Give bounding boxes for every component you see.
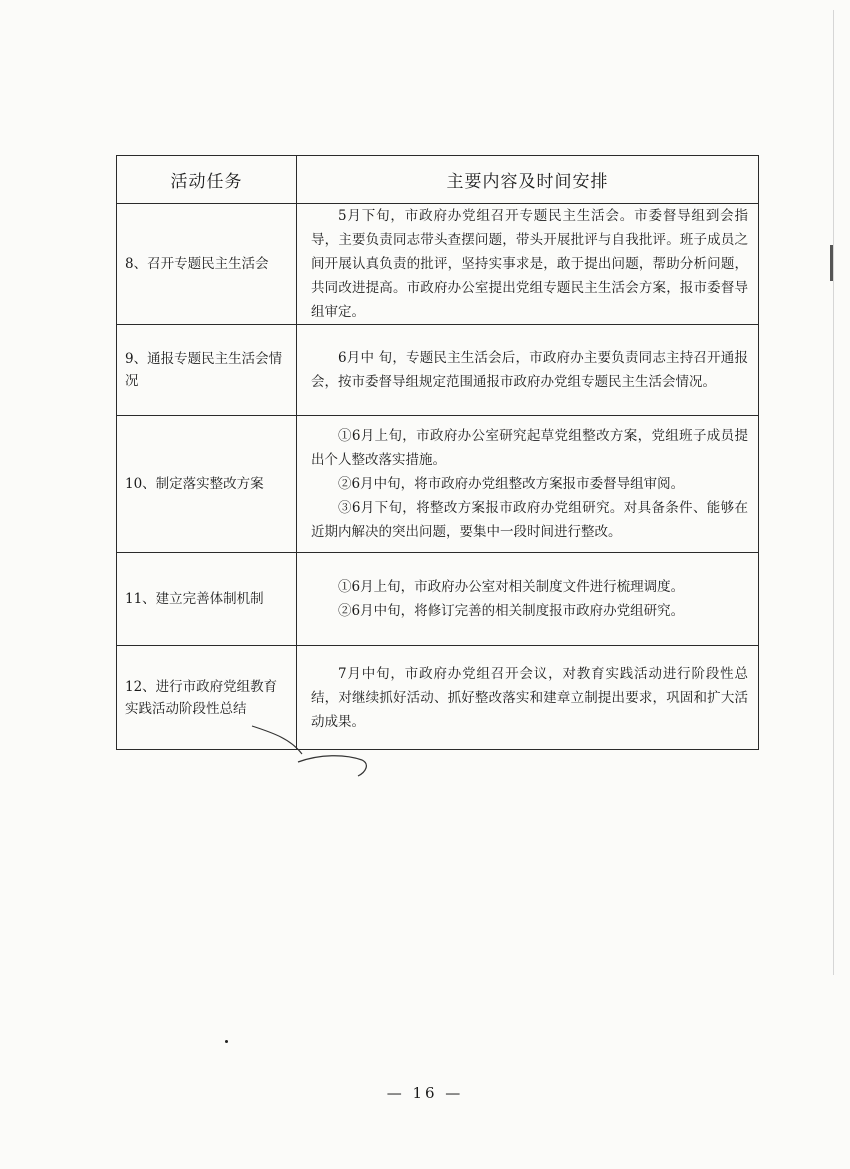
detail-cell (297, 325, 759, 416)
scan-edge-line (833, 10, 834, 975)
table-row (117, 646, 759, 750)
handwritten-mark (250, 724, 380, 780)
task-cell: 11、建立完善体制机制 (117, 553, 297, 646)
header-detail: 主要内容及时间安排 (297, 156, 759, 204)
page-number: — 16 — (386, 1084, 464, 1102)
table-row (117, 553, 759, 646)
detail-paragraph: ①6月上旬，市政府办公室研究起草党组整改方案，党组班子成员提出个人整改落实措施。 (311, 428, 748, 468)
detail-paragraph: ①6月上旬，市政府办公室对相关制度文件进行梳理调度。 (338, 579, 685, 595)
task-cell: 12、进行市政府党组教育实践活动阶段性总结 (117, 646, 297, 750)
activity-schedule-table (116, 155, 759, 750)
detail-paragraph: 7月中旬，市政府办党组召开会议，对教育实践活动进行阶段性总结，对继续抓好活动、抓好整改落实和建章立制提出要求，巩固和扩大活动成果。 (311, 665, 748, 730)
detail-cell (297, 416, 759, 553)
detail-paragraph: ②6月中旬，将修订完善的相关制度报市政府办党组研究。 (338, 603, 685, 619)
detail-cell (297, 553, 759, 646)
detail-paragraph: 6月中 旬，专题民主生活会后，市政府办主要负责同志主持召开通报会，按市委督导组规定范围通报市政府办党组专题民主生活会情况。 (311, 350, 748, 390)
table-row (117, 416, 759, 553)
detail-paragraph: ②6月中旬，将市政府办党组整改方案报市委督导组审阅。 (338, 476, 685, 492)
scan-edge-mark (830, 245, 833, 281)
detail-cell (297, 204, 759, 325)
task-cell: 9、通报专题民主生活会情况 (117, 325, 297, 416)
detail-paragraph: ③6月下旬，将整改方案报市政府办党组研究。对具备条件、能够在近期内解决的突出问题，要集中一段时间进行整改。 (311, 500, 748, 540)
task-cell: 10、制定落实整改方案 (117, 416, 297, 553)
detail-paragraph: 5月下旬，市政府办党组召开专题民主生活会。市委督导组到会指导，主要负责同志带头查摆问题，带头开展批评与自我批评。班子成员之间开展认真负责的批评，坚持实事求是，敢于提出问题，帮助分析问题，共同改进提高。市政府办公室提出党组专题民主生活会方案，报市委督导组审定。 (311, 208, 748, 320)
ink-speck (225, 1040, 228, 1043)
table-row (117, 325, 759, 416)
table-row (117, 204, 759, 325)
header-task: 活动任务 (117, 156, 297, 204)
table-header-row (117, 156, 759, 204)
task-cell: 8、召开专题民主生活会 (117, 204, 297, 325)
